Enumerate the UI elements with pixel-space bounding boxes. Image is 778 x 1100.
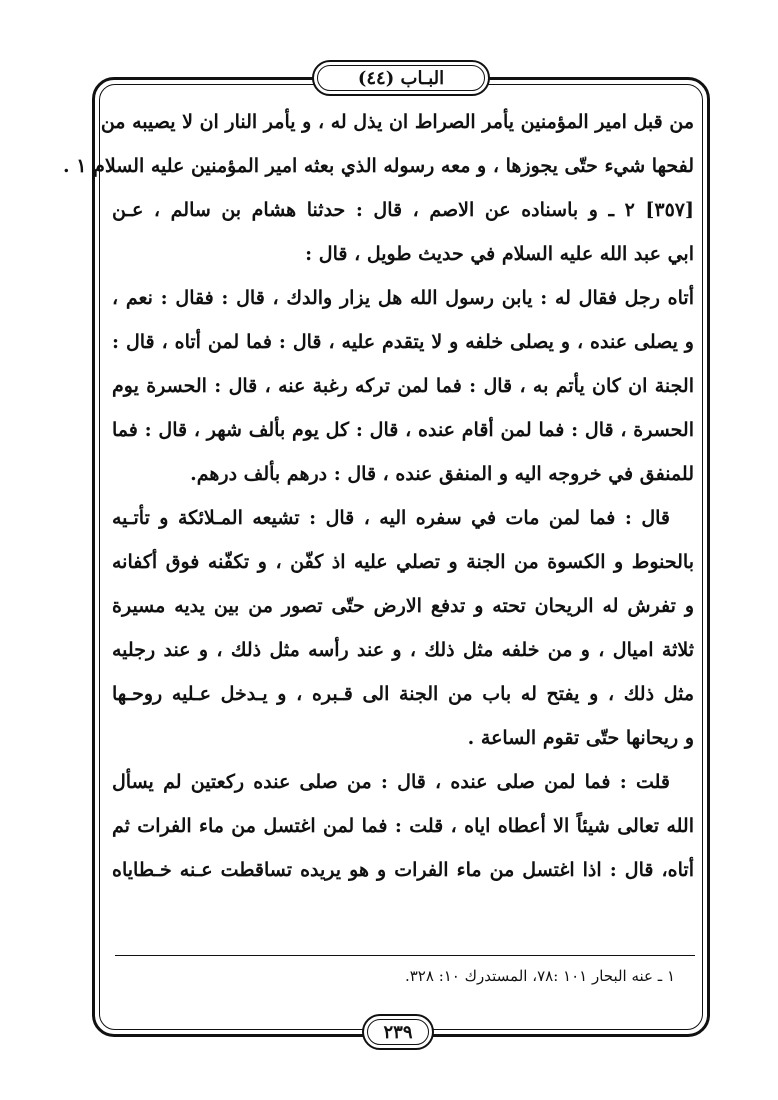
text-line: الحسرة ، قال : فما لمن أقام عنده ، قال : كل يوم بألف شهر ، قال : فما bbox=[112, 419, 694, 441]
page-number: ٢٣٩ bbox=[383, 1021, 413, 1043]
text-line: الله تعالى شيئاً الا أعطاه اياه ، قلت : فما لمن اغتسل من ماء الفرات ثم bbox=[112, 815, 694, 837]
text-line: و تفرش له الريحان تحته و تدفع الارض حتّى تصور من بين يديه مسيرة bbox=[112, 595, 694, 617]
text-line: مثل ذلك ، و يفتح له باب من الجنة الى قـبره ، و يـدخل عـليه روحـها bbox=[112, 683, 694, 705]
footnote-divider bbox=[115, 955, 695, 956]
text-line: للمنفق في خروجه اليه و المنفق عنده ، قال : درهم بألف درهم. bbox=[190, 463, 694, 485]
footnote: ١ ـ عنه البحار ١٠١ :٧٨، المستدرك ١٠: ٣٢٨. bbox=[404, 967, 675, 985]
text-line: من قبل امير المؤمنين يأمر الصراط ان يذل له ، و يأمر النار ان لا يصيبه من bbox=[100, 111, 694, 133]
chapter-title: البـاب (٤٤) bbox=[357, 67, 445, 89]
text-line: و ريحانها حتّى تقوم الساعة . bbox=[467, 727, 694, 749]
text-line: قلت : فما لمن صلى عنده ، قال : من صلى عنده ركعتين لم يسأل bbox=[112, 771, 670, 793]
page-number-badge bbox=[362, 1014, 434, 1050]
text-line: لفحها شيء حتّى يجوزها ، و معه رسوله الذي بعثه امير المؤمنين عليه السلام ١ . bbox=[63, 155, 694, 177]
text-line: الجنة ان كان يأتم به ، قال : فما لمن تركه رغبة عنه ، قال : الحسرة يوم bbox=[112, 375, 694, 397]
text-line: أتاه، قال : اذا اغتسل من ماء الفرات و هو يريده تساقطت عـنه خـطاياه bbox=[112, 859, 694, 881]
text-line: ابي عبد الله عليه السلام في حديث طويل ، قال : bbox=[305, 243, 694, 265]
text-line: قال : فما لمن مات في سفره اليه ، قال : تشيعه المـلائكة و تأتـيه bbox=[112, 507, 670, 529]
text-line: [٣٥٧] ٢ ـ و باسناده عن الاصم ، قال : حدثنا هشام بن سالم ، عـن bbox=[112, 199, 694, 221]
text-line: بالحنوط و الكسوة من الجنة و تصلي عليه اذ كفّن ، و تكفّنه فوق أكفانه bbox=[112, 551, 694, 573]
chapter-header bbox=[312, 60, 490, 96]
text-line: و يصلى عنده ، و يصلى خلفه و لا يتقدم عليه ، قال : فما لمن أتاه ، قال : bbox=[112, 331, 694, 353]
main-text bbox=[63, 100, 694, 892]
text-line: ثلاثة اميال ، و من خلفه مثل ذلك ، و عند رأسه مثل ذلك ، و عند رجليه bbox=[112, 639, 694, 661]
text-line: أتاه رجل فقال له : يابن رسول الله هل يزار والدك ، قال : فقال : نعم ، bbox=[112, 287, 694, 309]
